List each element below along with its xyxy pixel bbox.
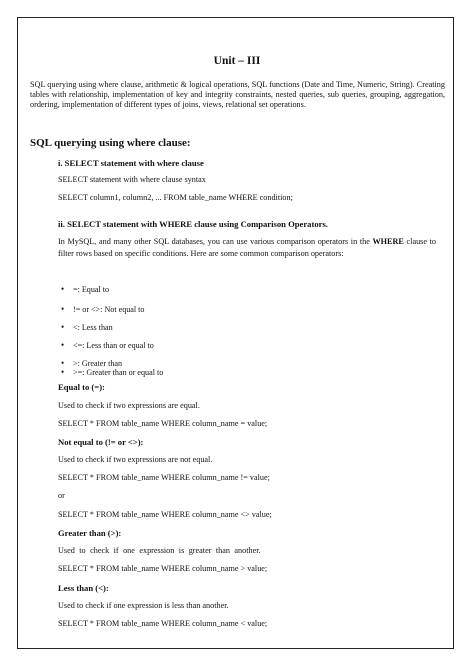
greater-heading: Greater than (>): — [58, 528, 122, 538]
not-equal-description: Used to check if two expressions are not equal. — [58, 455, 213, 464]
not-equal-query-2: SELECT * FROM table_name WHERE column_name <> value; — [58, 510, 272, 519]
operator-item: • >: Greater than — [73, 359, 122, 368]
less-description: Used to check if one expression is less than another. — [58, 601, 229, 610]
equal-query: SELECT * FROM table_name WHERE column_name = value; — [58, 419, 268, 428]
subsection-i-line1: SELECT statement with where clause syntax — [58, 175, 206, 184]
less-query: SELECT * FROM table_name WHERE column_name < value; — [58, 619, 268, 628]
unit-title: Unit – III — [213, 55, 261, 67]
subsection-i-syntax: SELECT column1, column2, ... FROM table_name WHERE condition; — [58, 193, 293, 202]
para-text-before: In MySQL, and many other SQL databases, you can use various comparison operators in the — [58, 237, 370, 246]
less-heading: Less than (<): — [58, 583, 109, 593]
operator-item: • >=: Greater than or equal to — [73, 368, 163, 377]
greater-query: SELECT * FROM table_name WHERE column_name > value; — [58, 564, 268, 573]
operator-item: • != or <>: Not equal to — [73, 305, 144, 314]
not-equal-heading: Not equal to (!= or <>): — [58, 437, 144, 447]
para-text-after: clause to filter rows based on specific conditions. Here are some common comparison operators: — [58, 237, 437, 258]
greater-description: Used to check if one expression is greater than another. — [58, 546, 261, 555]
not-equal-query-1: SELECT * FROM table_name WHERE column_name != value; — [58, 473, 270, 482]
section-heading: SQL querying using where clause: — [30, 137, 191, 149]
operator-item: • <=: Less than or equal to — [73, 341, 154, 350]
equal-heading: Equal to (=): — [58, 382, 105, 392]
or-text: or — [58, 491, 65, 500]
subsection-ii-heading: ii. SELECT statement with WHERE clause using Comparison Operators. — [58, 219, 328, 229]
subsection-i-heading: i. SELECT statement with where clause — [58, 158, 204, 168]
operator-item: • <: Less than — [73, 323, 113, 332]
subsection-ii-paragraph — [58, 236, 436, 259]
para-where-keyword: WHERE — [372, 237, 404, 246]
unit-syllabus-intro: SQL querying using where clause, arithmetic & logical operations, SQL functions (Date and Time, Numeric, String). Creating tables with relationship, implementation of key and integrity constraints, nested queries, sub queries, grouping, aggregation, ordering, implementation of different types of joins, views, relational set operations. — [30, 80, 445, 110]
equal-description: Used to check if two expressions are equal. — [58, 401, 200, 410]
operator-item: • =: Equal to — [73, 285, 109, 294]
